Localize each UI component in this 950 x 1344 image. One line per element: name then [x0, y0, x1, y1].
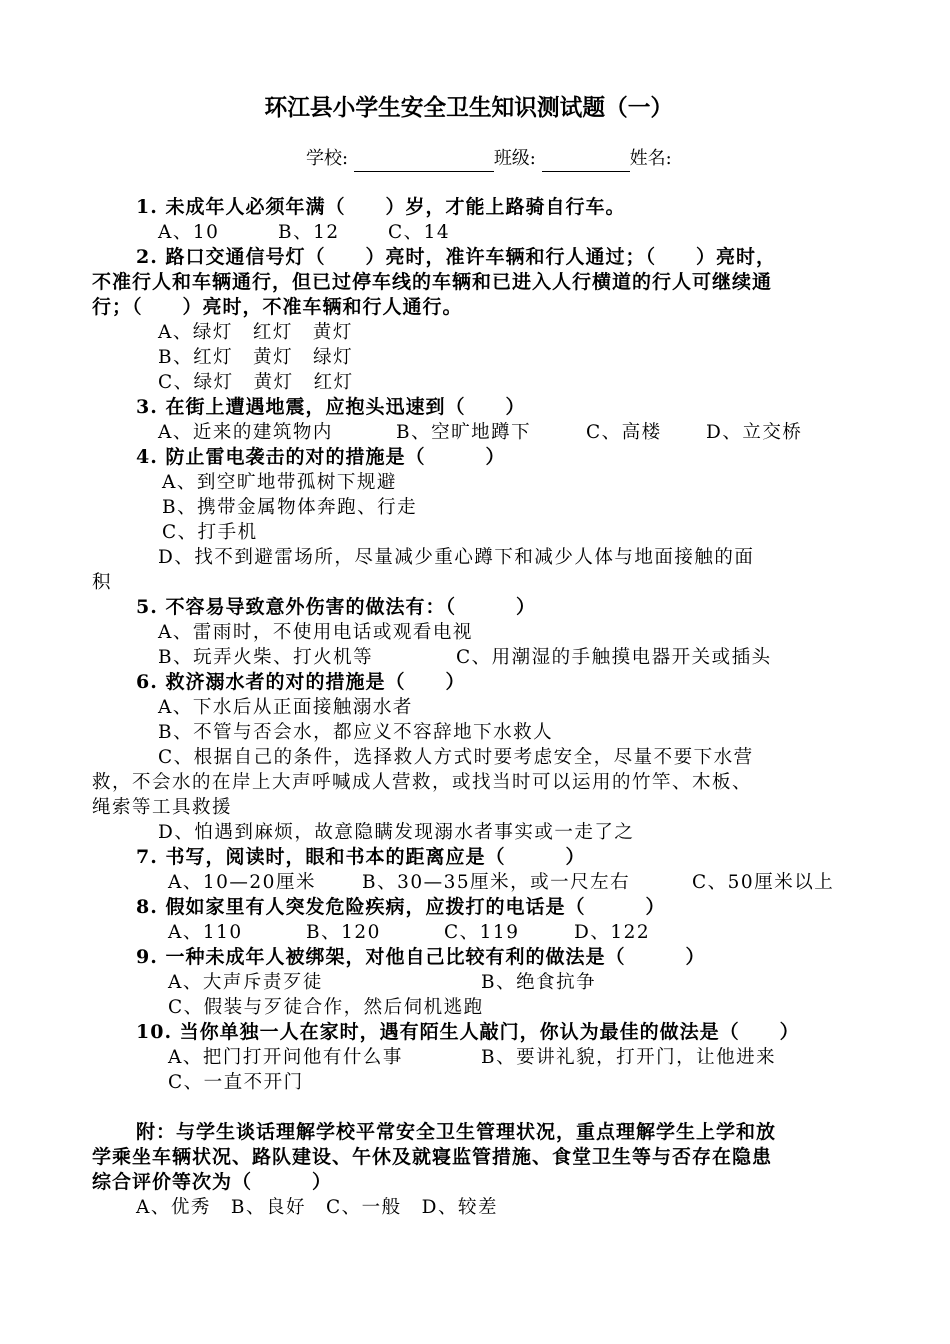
option-b: B、要讲礼貌，打开门，让他进来 — [481, 1047, 777, 1068]
class-label: 班级: — [493, 148, 536, 169]
question-9-option-c: C、假装与歹徒合作，然后伺机逃跑 — [168, 997, 484, 1018]
question-5-option-a: A、雷雨时，不使用电话或观看电视 — [158, 622, 473, 643]
option-c: C、50厘米以上 — [692, 872, 835, 893]
question-10-option-c: C、一直不开门 — [168, 1072, 304, 1093]
question-7: 7. 书写，阅读时，眼和书本的距离应是（ ） — [136, 846, 586, 868]
question-4-option-d-line-1: D、找不到避雷场所，尽量减少重心蹲下和减少人体与地面接触的面 — [158, 547, 755, 568]
question-2-line-1: 2. 路口交通信号灯（ ）亮时，准许车辆和行人通过；（ ）亮时， — [136, 246, 776, 268]
option-c: C、14 — [388, 222, 451, 243]
option-b: B、绝食抗争 — [481, 972, 597, 993]
question-9-options-ab — [168, 970, 596, 995]
option-a: A、10 — [158, 222, 220, 243]
question-2-line-3: 行；（ ）亮时，不准车辆和行人通行。 — [92, 296, 463, 318]
question-6-option-c-line-3: 绳索等工具救援 — [92, 797, 233, 818]
student-info-line — [306, 146, 672, 172]
question-6-option-b: B、不管与否会水，都应义不容辞地下水救人 — [158, 722, 554, 743]
question-5-options-bc — [158, 645, 772, 670]
question-2-option-b: B、红灯 黄灯 绿灯 — [158, 347, 354, 368]
question-1-options — [158, 220, 450, 245]
option-a: A、把门打开问他有什么事 — [168, 1047, 403, 1068]
option-c: C、高楼 — [586, 422, 662, 443]
appendix-options: A、优秀 B、良好 C、一般 D、较差 — [136, 1197, 498, 1218]
question-8: 8. 假如家里有人突发危险疾病，应拨打的电话是（ ） — [136, 896, 666, 918]
school-blank[interactable] — [354, 153, 494, 172]
question-4-option-d-line-2: 积 — [92, 572, 113, 593]
name-label: 姓名: — [629, 148, 672, 169]
question-9: 9. 一种未成年人被绑架，对他自己比较有利的做法是（ ） — [136, 946, 706, 968]
page-title: 环江县小学生安全卫生知识测试题（一） — [264, 94, 674, 121]
option-a: A、近来的建筑物内 — [158, 422, 333, 443]
option-b: B、空旷地蹲下 — [396, 422, 532, 443]
option-a: A、110 — [168, 922, 243, 943]
option-a: A、大声斥责歹徒 — [168, 972, 323, 993]
option-b: B、12 — [278, 222, 340, 243]
question-10: 10. 当你单独一人在家时，遇有陌生人敲门，你认为最佳的做法是（ ） — [136, 1021, 800, 1043]
question-3: 3. 在街上遭遇地震，应抱头迅速到（ ） — [136, 396, 526, 418]
question-6-option-c-line-1: C、根据自己的条件，选择救人方式时要考虑安全，尽量不要下水营 — [158, 747, 754, 768]
question-6-option-a: A、下水后从正面接触溺水者 — [158, 697, 413, 718]
question-4-option-a: A、到空旷地带孤树下规避 — [162, 472, 397, 493]
option-b: B、30—35厘米，或一尺左右 — [362, 872, 631, 893]
class-blank[interactable] — [542, 153, 630, 172]
question-6-option-c-line-2: 救，不会水的在岸上大声呼喊成人营救，或找当时可以运用的竹竿、木板、 — [92, 772, 753, 793]
appendix-line-2: 学乘坐车辆状况、路队建设、午休及就寝监管措施、食堂卫生等与否存在隐患 — [92, 1146, 773, 1168]
appendix-line-3: 综合评价等次为（ ） — [92, 1171, 333, 1193]
option-c: C、用潮湿的手触摸电器开关或插头 — [456, 647, 772, 668]
option-d: D、122 — [574, 922, 651, 943]
option-d: D、立交桥 — [706, 422, 803, 443]
question-6-option-d: D、怕遇到麻烦，故意隐瞒发现溺水者事实或一走了之 — [158, 822, 635, 843]
question-7-options — [168, 870, 834, 895]
question-2-option-a: A、绿灯 红灯 黄灯 — [158, 322, 353, 343]
school-label: 学校: — [306, 148, 349, 169]
option-a: A、10—20厘米 — [168, 872, 316, 893]
question-8-options — [168, 920, 650, 945]
question-2-option-c: C、绿灯 黄灯 红灯 — [158, 372, 354, 393]
question-3-options — [158, 420, 802, 445]
question-10-options-ab — [168, 1045, 776, 1070]
question-4: 4. 防止雷电袭击的对的措施是（ ） — [136, 446, 506, 468]
question-4-option-c: C、打手机 — [162, 522, 258, 543]
option-b: B、120 — [306, 922, 381, 943]
question-6: 6. 救济溺水者的对的措施是（ ） — [136, 671, 466, 693]
question-4-option-b: B、携带金属物体奔跑、行走 — [162, 497, 418, 518]
question-1: 1. 未成年人必须年满（ ）岁，才能上路骑自行车。 — [136, 196, 626, 218]
question-2-line-2: 不准行人和车辆通行，但已过停车线的车辆和已进入人行横道的行人可继续通 — [92, 271, 773, 293]
question-5: 5. 不容易导致意外伤害的做法有：（ ） — [136, 596, 536, 618]
option-c: C、119 — [444, 922, 520, 943]
appendix-line-1: 附：与学生谈话理解学校平常安全卫生管理状况，重点理解学生上学和放 — [136, 1121, 777, 1143]
option-b: B、玩弄火柴、打火机等 — [158, 647, 374, 668]
